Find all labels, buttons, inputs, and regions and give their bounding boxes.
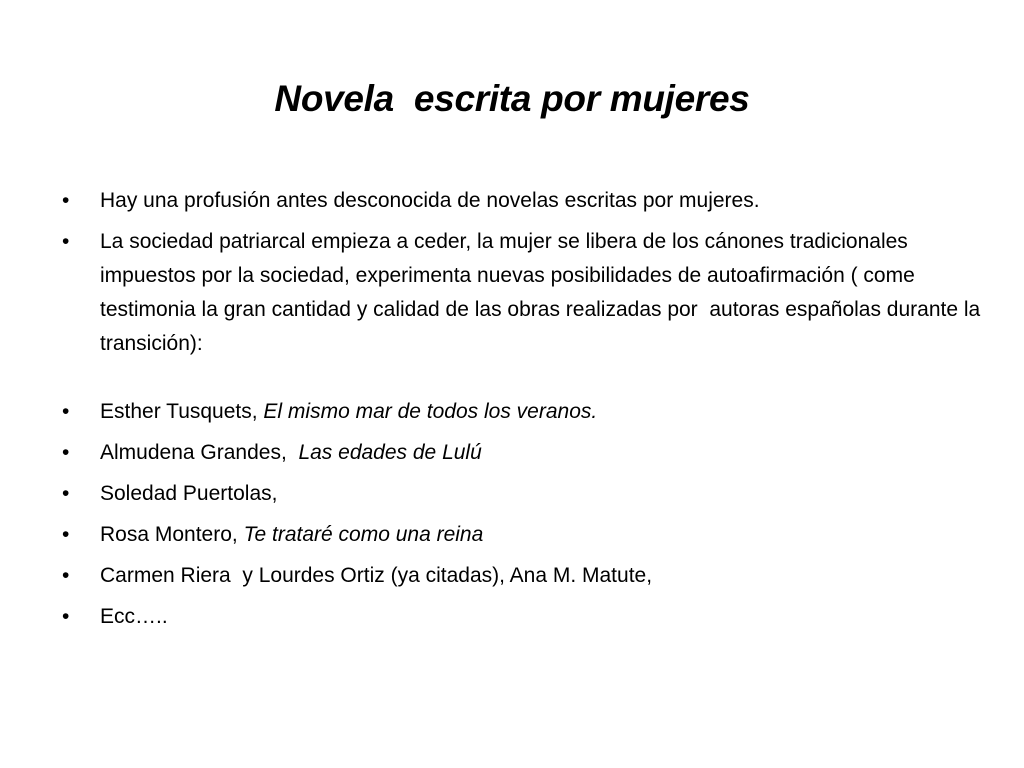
list-item xyxy=(62,600,982,634)
bullet-icon: • xyxy=(62,564,70,587)
list-item xyxy=(62,518,982,552)
list-item xyxy=(62,184,982,218)
paragraph-text: Hay una profusión antes desconocida de novelas escritas por mujeres. xyxy=(100,189,760,212)
list-item xyxy=(62,436,982,470)
slide-title: Novela escrita por mujeres xyxy=(274,78,750,119)
bullet-icon: • xyxy=(62,441,70,464)
author-name: Rosa Montero, xyxy=(100,523,244,546)
author-name: Esther Tusquets, xyxy=(100,400,264,423)
list-item xyxy=(62,225,987,361)
paragraph-text: La sociedad patriarcal empieza a ceder, la mujer se libera de los cánones tradicionales impuestos por la sociedad, experimenta nuevas posibilidades de autoafirmación ( come testimonia la gran cantidad y calidad de las obras realizadas por autoras españolas durante la transición): xyxy=(100,230,987,355)
bullet-list xyxy=(62,184,987,641)
author-name: Soledad Puertolas, xyxy=(100,482,278,505)
author-name: Ecc….. xyxy=(100,605,168,628)
work-title: Las edades de Lulú xyxy=(298,441,482,464)
bullet-icon: • xyxy=(62,400,70,423)
author-name: Carmen Riera y Lourdes Ortiz (ya citadas), Ana M. Matute, xyxy=(100,564,653,587)
bullet-icon: • xyxy=(62,230,70,253)
work-title: El mismo mar de todos los veranos. xyxy=(263,400,598,423)
list-item xyxy=(62,477,982,511)
bullet-icon: • xyxy=(62,482,70,505)
bullet-icon: • xyxy=(62,189,70,212)
author-name: Almudena Grandes, xyxy=(100,441,299,464)
bullet-icon: • xyxy=(62,605,70,628)
list-item xyxy=(62,559,982,593)
bullet-icon: • xyxy=(62,523,70,546)
work-title: Te trataré como una reina xyxy=(243,523,484,546)
list-item xyxy=(62,395,982,429)
